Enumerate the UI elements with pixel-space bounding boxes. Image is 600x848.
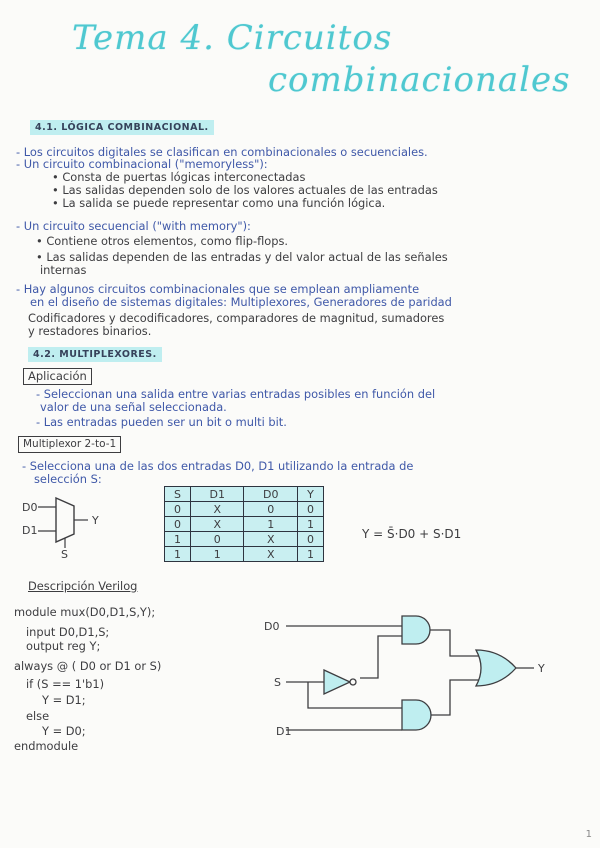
- section-heading-combinational: 4.1. LÓGICA COMBINACIONAL.: [30, 120, 214, 135]
- text-line: valor de una señal seleccionada.: [40, 400, 227, 414]
- table-cell: 1: [190, 547, 244, 562]
- table-row: [165, 547, 324, 562]
- truth-table: [164, 486, 324, 562]
- bullet-line: • Consta de puertas lógicas interconectadas: [52, 170, 306, 184]
- table-cell: X: [190, 502, 244, 517]
- bullet-line: • Las salidas dependen de las entradas y del valor actual de las señales: [36, 250, 448, 264]
- code-line: input D0,D1,S;: [26, 625, 110, 639]
- text-line: - Hay algunos circuitos combinacionales que se emplean ampliamente: [16, 282, 420, 296]
- mux-s-label: S: [61, 548, 68, 561]
- table-header: S: [165, 487, 191, 502]
- table-cell: 1: [165, 532, 191, 547]
- circuit-d1-label: D1: [276, 725, 292, 738]
- code-line: endmodule: [14, 739, 79, 753]
- text-line: - Seleccionan una salida entre varias entradas posibles en función del: [36, 387, 436, 401]
- table-cell: 0: [165, 502, 191, 517]
- circuit-d0-label: D0: [264, 620, 280, 633]
- circuit-y-label: Y: [538, 662, 545, 675]
- mux-d1-label: D1: [22, 524, 38, 537]
- text-line: Codificadores y decodificadores, comparadores de magnitud, sumadores: [28, 311, 445, 325]
- bullet-line: internas: [40, 263, 87, 277]
- code-line: else: [26, 709, 50, 723]
- mux-y-label: Y: [92, 514, 99, 527]
- table-cell: 1: [297, 547, 323, 562]
- code-line: Y = D0;: [42, 724, 86, 738]
- code-line: Y = D1;: [42, 693, 86, 707]
- page-number: 1: [585, 829, 592, 840]
- table-header: D0: [244, 487, 298, 502]
- text-line: - Un circuito secuencial ("with memory"):: [16, 219, 251, 233]
- text-line: - Las entradas pueden ser un bit o multi bit.: [36, 415, 287, 429]
- circuit-s-label: S: [274, 676, 281, 689]
- text-line: y restadores binarios.: [28, 324, 152, 338]
- table-header-row: [165, 487, 324, 502]
- table-header: Y: [297, 487, 323, 502]
- mux-equation: Y = S̄·D0 + S·D1: [362, 527, 462, 541]
- text-line: - Un circuito combinacional ("memoryless"):: [16, 157, 268, 171]
- table-cell: 0: [190, 532, 244, 547]
- text-line: - Los circuitos digitales se clasifican en combinacionales o secuenciales.: [16, 145, 428, 159]
- table-cell: 1: [244, 517, 298, 532]
- code-line: always @ ( D0 or D1 or S): [14, 659, 162, 673]
- mux-gate-circuit: [260, 596, 560, 756]
- table-cell: 1: [165, 547, 191, 562]
- bullet-line: • La salida se puede representar como una función lógica.: [52, 196, 386, 210]
- table-cell: 1: [297, 517, 323, 532]
- code-line: output reg Y;: [26, 639, 101, 653]
- verilog-heading: Descripción Verilog: [28, 579, 138, 593]
- application-label: Aplicación: [23, 368, 92, 385]
- table-cell: X: [190, 517, 244, 532]
- code-line: module mux(D0,D1,S,Y);: [14, 605, 156, 619]
- table-header: D1: [190, 487, 244, 502]
- table-cell: X: [244, 532, 298, 547]
- code-line: if (S == 1'b1): [26, 677, 105, 691]
- page-title-line2: combinacionales: [268, 60, 571, 100]
- text-line: - Selecciona una de las dos entradas D0, D1 utilizando la entrada de: [22, 459, 414, 473]
- text-line: selección S:: [34, 472, 102, 486]
- mux-2to1-label: Multiplexor 2-to-1: [18, 436, 121, 453]
- table-cell: 0: [165, 517, 191, 532]
- mux-d0-label: D0: [22, 501, 38, 514]
- table-cell: 0: [297, 502, 323, 517]
- section-heading-multiplexers: 4.2. MULTIPLEXORES.: [28, 347, 162, 362]
- table-cell: 0: [297, 532, 323, 547]
- page-title-line1: Tema 4. Circuitos: [72, 18, 393, 58]
- table-row: [165, 502, 324, 517]
- text-line: en el diseño de sistemas digitales: Multiplexores, Generadores de paridad: [30, 295, 452, 309]
- bullet-line: • Las salidas dependen solo de los valores actuales de las entradas: [52, 183, 438, 197]
- mux-symbol: [0, 490, 120, 560]
- table-row: [165, 532, 324, 547]
- table-cell: X: [244, 547, 298, 562]
- table-row: [165, 517, 324, 532]
- bullet-line: • Contiene otros elementos, como flip-flops.: [36, 234, 289, 248]
- table-cell: 0: [244, 502, 298, 517]
